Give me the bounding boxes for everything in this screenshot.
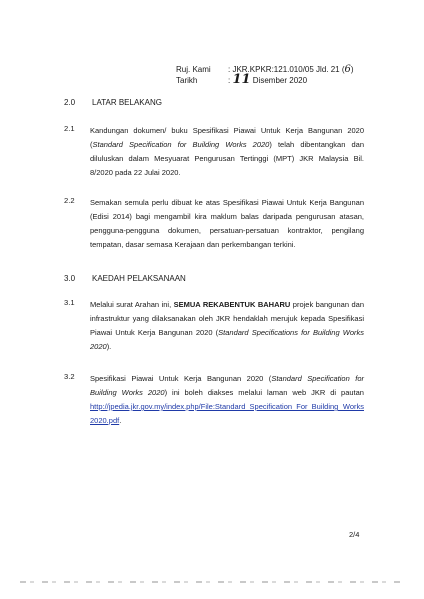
- tarikh-value: [228, 72, 308, 87]
- paragraph-number: 3.2: [64, 372, 75, 381]
- handwritten-day: 11: [232, 72, 251, 87]
- section-2-heading: [64, 98, 162, 107]
- tarikh-row: [176, 72, 354, 87]
- text-run: projek bangunan dan infrastruktur yang dilaksanakan oleh JKR hendaklah merujuk kepada Spesifikasi Piawai Untuk Kerja Bangunan 2020 (: [90, 300, 364, 337]
- tarikh-label: Tarikh: [176, 76, 198, 85]
- page-number: 2/4: [349, 530, 360, 539]
- italic-title: Standard Specification for Building Works 2020: [92, 140, 270, 149]
- text-run: Spesifikasi Piawai Untuk Kerja Bangunan 2020 (: [90, 374, 272, 383]
- jpedia-link[interactable]: http://jpedia.jkr.gov.my/index.php/File:Standard_Specification_For_Building Works 2020.pdf: [90, 402, 364, 425]
- italic-title: Standard Specifications for Building Works 2020: [90, 328, 364, 351]
- ruj-row: [176, 64, 354, 75]
- scan-artifact-line: [20, 581, 404, 583]
- bold-text: SEMUA REKABENTUK BAHARU: [173, 300, 291, 309]
- reference-block: [176, 64, 354, 86]
- text-run: Melalui surat Arahan ini,: [90, 300, 174, 309]
- tarikh-colon: :: [228, 76, 231, 85]
- paragraph-3-2: [64, 372, 364, 428]
- handwritten-ref-number: 6: [344, 64, 351, 75]
- section-title: LATAR BELAKANG: [92, 98, 162, 107]
- text-run: ) telah dibentangkan dan diluluskan dalam Mesyuarat Pengurusan Tertinggi (MPT) JKR Malaysia Bil. 8/2020 pada 22 Julai 2020.: [90, 140, 364, 177]
- paragraph-3-1: [64, 298, 364, 354]
- text-run: .: [119, 416, 122, 425]
- paragraph-text: [90, 298, 364, 354]
- section-3-heading: [64, 274, 186, 283]
- text-run: ) ini boleh diakses melalui laman web JKR di pautan: [164, 388, 364, 397]
- section-number: 2.0: [64, 98, 76, 107]
- section-title: KAEDAH PELAKSANAAN: [92, 274, 186, 283]
- italic-title: Standard Specification for Building Works 2020: [90, 374, 364, 397]
- text-run: ).: [106, 342, 112, 351]
- ruj-value-prefix: : JKR.KPKR:121.010/05 Jld. 21 (: [228, 65, 345, 74]
- paragraph-number: 2.1: [64, 124, 75, 133]
- paragraph-text: [90, 124, 364, 180]
- paragraph-2-2: [64, 196, 364, 252]
- paragraph-text: [90, 372, 364, 428]
- paragraph-number: 2.2: [64, 196, 75, 205]
- text-run: Kandungan dokumen/ buku Spesifikasi Piawai Untuk Kerja Bangunan 2020 (: [90, 126, 364, 149]
- paragraph-text: Semakan semula perlu dibuat ke atas Spesifikasi Piawai Untuk Kerja Bangunan (Edisi 2014) bagi mengambil kira maklum balas daripada pengurusan atasan, pengguna-pengguna dokumen, persatuan-persatuan kontraktor, pengilang tempatan, dasar semasa Kerajaan dan perkembangan terkini.: [90, 198, 364, 249]
- paragraph-number: 3.1: [64, 298, 75, 307]
- section-number: 3.0: [64, 274, 76, 283]
- tarikh-month-year: Disember 2020: [252, 76, 308, 85]
- paragraph-2-1: [64, 124, 364, 180]
- ruj-value-suffix: ): [350, 65, 354, 74]
- ruj-label: Ruj. Kami: [176, 65, 211, 74]
